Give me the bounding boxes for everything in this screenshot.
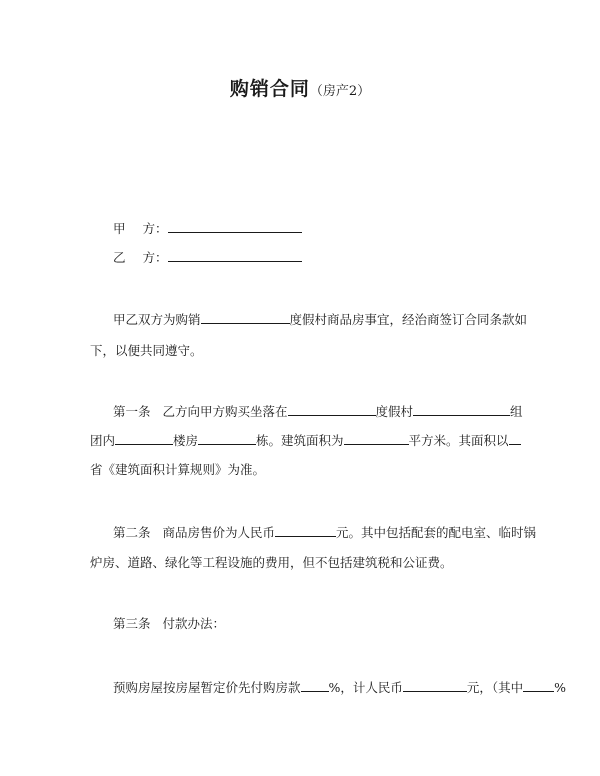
party-a-label-1: 甲	[113, 221, 126, 236]
art1-building-blank[interactable]	[198, 432, 256, 445]
art1-text-5: 楼房	[173, 433, 199, 448]
payment-text-2: %，计人民币	[328, 680, 403, 695]
art2-text-2: 元。其中包括配套的配电室、临时锅	[336, 525, 537, 540]
intro-text-2: 度假村商品房事宜，经治商签订合同条款如	[289, 312, 528, 327]
party-a-label-2: 方：	[142, 221, 168, 236]
art1-text-1: 乙方向甲方购买坐落在	[162, 404, 288, 419]
art1-text-7: 平方米。其面积以	[408, 433, 509, 448]
party-b-label-2: 方：	[142, 250, 168, 265]
art1-text-2: 度假村	[375, 404, 414, 419]
party-b-label-1: 乙	[113, 250, 126, 265]
art1-heading: 第一条	[113, 404, 151, 419]
art1-group-blank[interactable]	[115, 432, 173, 445]
art2-line-1	[113, 524, 536, 541]
title-main: 购销合同	[229, 78, 310, 100]
art1-line-3	[90, 462, 265, 478]
intro-line-2	[90, 343, 203, 359]
payment-sub-percent-blank[interactable]	[523, 679, 554, 692]
art1-text-6: 栋。建筑面积为	[256, 433, 344, 448]
payment-percent-blank[interactable]	[301, 679, 329, 692]
payment-line	[113, 679, 566, 696]
art1-line-1	[113, 403, 523, 420]
art2-heading: 第二条	[113, 525, 151, 540]
party-a-line	[113, 220, 302, 237]
art3-line	[113, 616, 225, 632]
payment-amount-blank[interactable]	[403, 679, 467, 692]
art1-text-3: 组	[510, 404, 523, 419]
art1-text-4: 团内	[90, 433, 116, 448]
intro-line-1	[113, 311, 527, 328]
art1-line-2	[90, 432, 521, 449]
art3-text-1: 付款办法：	[162, 616, 226, 631]
intro-blank[interactable]	[201, 311, 290, 324]
payment-text-1: 预购房屋按房屋暂定价先付购房款	[113, 680, 301, 695]
art2-price-blank[interactable]	[275, 524, 336, 537]
party-b-line	[113, 249, 302, 266]
art1-province-blank[interactable]	[509, 432, 521, 445]
party-b-blank[interactable]	[168, 249, 302, 262]
intro-text-3: 下，以便共同遵守。	[90, 343, 203, 358]
title-sub: （房产2）	[309, 84, 371, 99]
art3-heading: 第三条	[113, 616, 151, 631]
art2-text-1: 商品房售价为人民币	[162, 525, 276, 540]
document-title	[0, 74, 600, 101]
art1-area-blank[interactable]	[344, 432, 409, 445]
art1-location-blank[interactable]	[288, 403, 376, 416]
art2-text-3: 炉房、道路、绿化等工程设施的费用，但不包括建筑税和公证费。	[90, 555, 453, 570]
payment-text-3: 元，（其中	[466, 680, 524, 695]
intro-text-1: 甲乙双方为购销	[113, 312, 201, 327]
art1-text-8: 省《建筑面积计算规则》为准。	[90, 462, 266, 477]
party-a-blank[interactable]	[168, 220, 302, 233]
art1-resort-blank[interactable]	[413, 403, 510, 416]
payment-text-4: %	[554, 680, 567, 695]
art2-line-2	[90, 555, 453, 571]
